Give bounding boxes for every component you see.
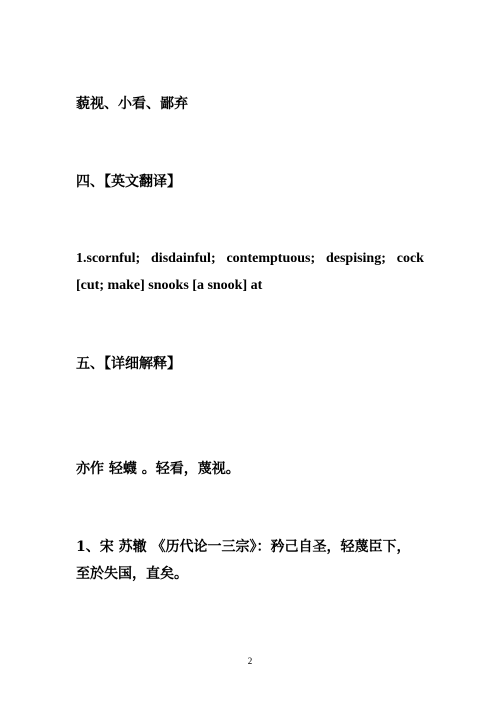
synonym-line: 藐视、小看、鄙弃 (76, 96, 188, 112)
translation-word: despising; (325, 251, 386, 266)
explanation-line: 亦作 轻蠛 。轻看，蔑视。 (76, 461, 240, 477)
citation-line-1: 1、宋 苏辙 《历代论一三宗》：矜己自圣，轻蔑臣下， (76, 539, 411, 555)
translation-word: disdainful; (151, 251, 216, 266)
citation-line-2: 至於失国，直矣。 (76, 566, 188, 582)
translation-word: contemptuous; (226, 251, 316, 266)
translation-word: 1.scornful; (76, 251, 141, 266)
section-four-heading: 四、【英文翻译】 (76, 174, 181, 190)
translation-line-1 (76, 252, 424, 266)
translation-line-2: [cut; make] snooks [a snook] at (76, 278, 263, 293)
translation-word: cock (396, 251, 424, 266)
page-number: 2 (247, 656, 253, 666)
section-five-heading: 五、【详细解释】 (76, 356, 181, 372)
